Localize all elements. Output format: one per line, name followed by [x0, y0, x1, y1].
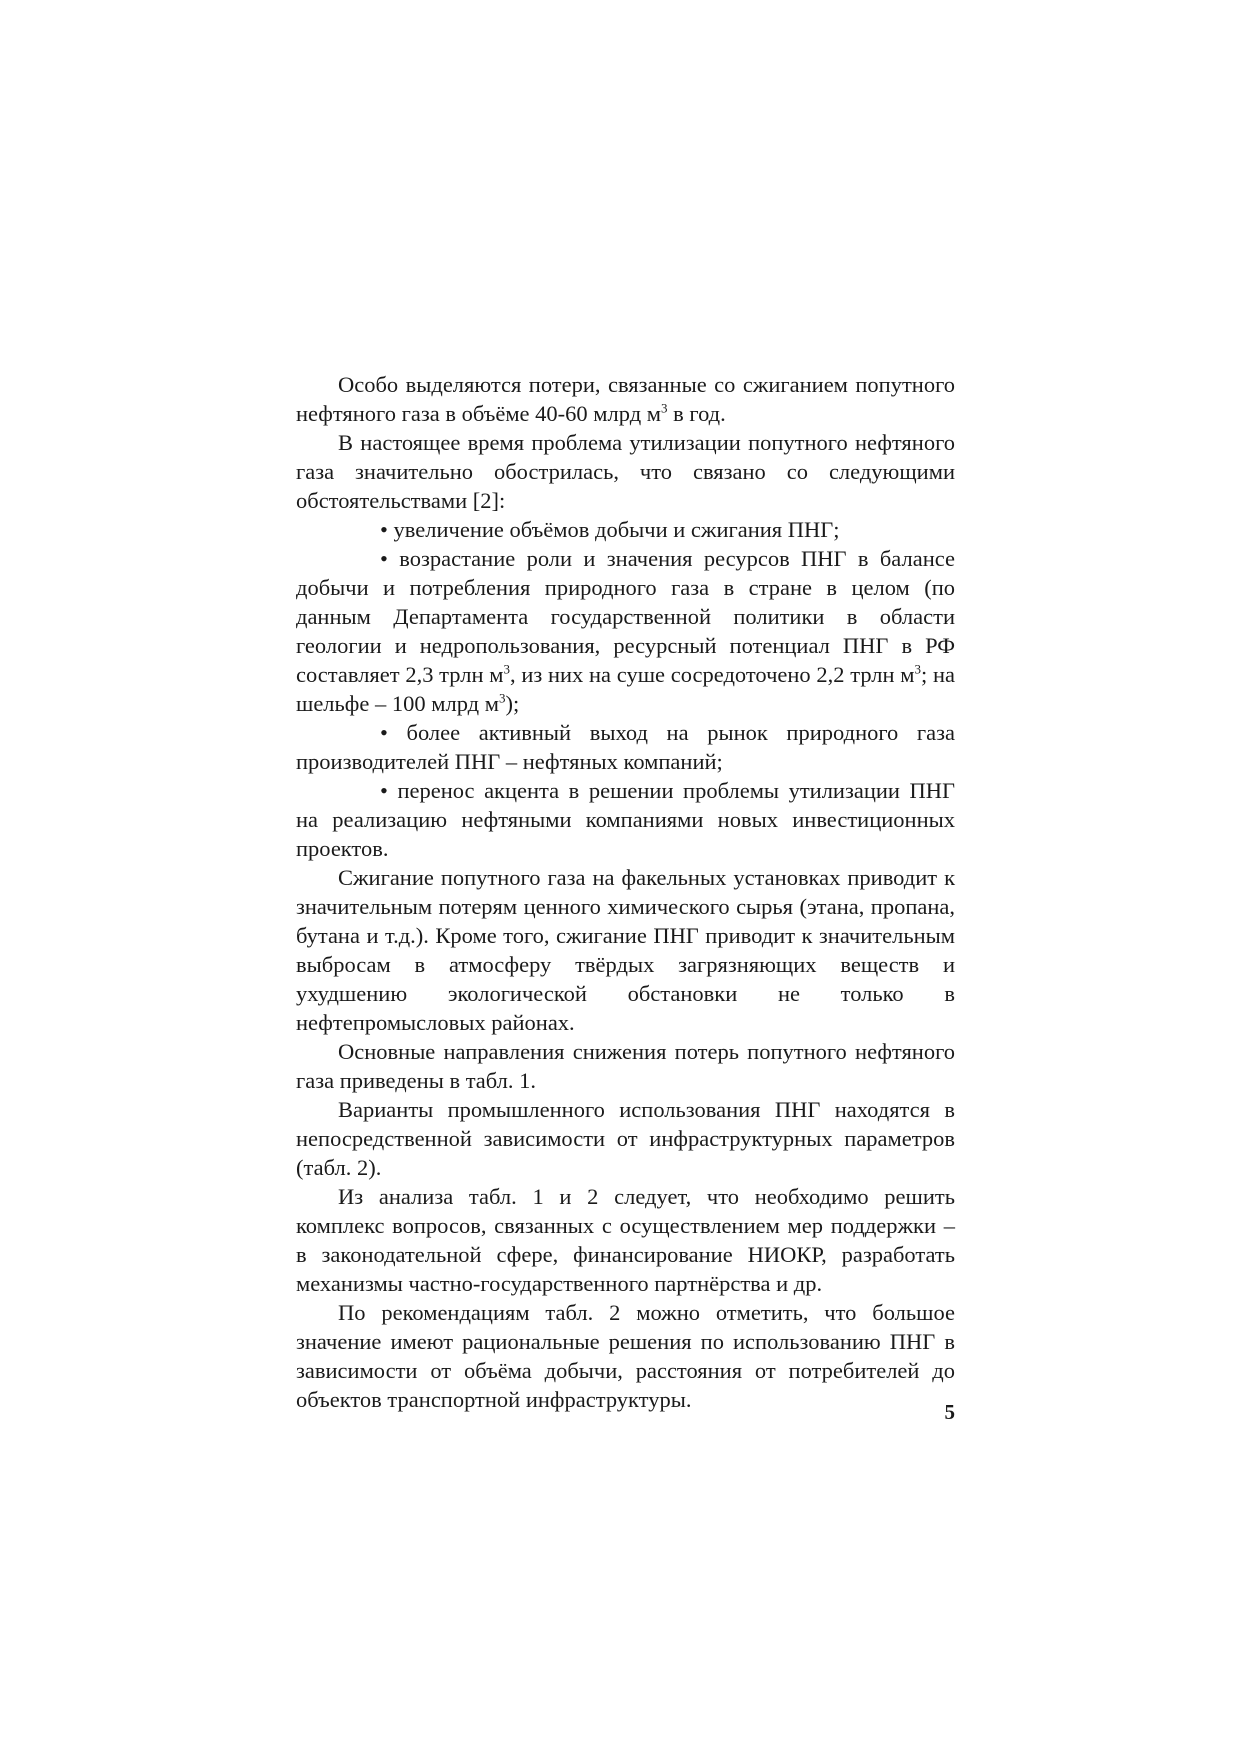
superscript: 3	[503, 661, 510, 677]
superscript: 3	[661, 400, 668, 416]
page-number: 5	[944, 1400, 955, 1424]
text-run: , из них на суше сосредоточено 2,2 трлн м	[509, 662, 915, 687]
bullet-item	[296, 544, 955, 718]
text-run: Сжигание попутного газа на факельных установках приводит к значительным потерям ценного химического сырья (этана, пропана, бутана и т.д.). Кроме того, сжигание ПНГ приводит к значительным выбросам в атмосферу твёрдых загрязняющих веществ и ухудшению экологической обстановки не только в нефтепромысловых районах.	[296, 865, 955, 1035]
bullet-marker: •	[380, 720, 388, 745]
text-run: Особо выделяются потери, связанные со сжиганием попутного нефтяного газа в объёме 40-60 млрд м	[296, 372, 955, 426]
paragraph	[296, 1095, 955, 1182]
superscript: 3	[498, 690, 506, 706]
body-text	[296, 370, 955, 1414]
bullet-item	[296, 718, 955, 776]
superscript: 3	[914, 661, 922, 677]
text-run: ; на шельфе – 100 млрд м	[296, 662, 956, 716]
paragraph	[296, 1182, 955, 1298]
paragraph	[296, 1298, 955, 1414]
paragraph	[296, 428, 955, 515]
bullet-marker: •	[380, 778, 388, 803]
text-run: );	[505, 691, 520, 716]
paragraph	[296, 863, 955, 1037]
text-run: Из анализа табл. 1 и 2 следует, что необходимо решить комплекс вопросов, связанных с осуществлением мер поддержки – в законодательной сфере, финансирование НИОКР, разработать механизмы частно-государственного партнёрства и др.	[296, 1184, 955, 1296]
paragraph	[296, 370, 955, 428]
bullet-marker: •	[380, 517, 388, 542]
bullet-item	[296, 776, 955, 863]
text-run: Варианты промышленного использования ПНГ находятся в непосредственной зависимости от инфраструктурных параметров (табл. 2).	[296, 1097, 955, 1180]
paragraph	[296, 1037, 955, 1095]
text-run: возрастание роли и значения ресурсов ПНГ в балансе добычи и потребления природного газа в стране в целом (по данным Департамента государственной политики в области геологии и недропользования, ресурсный потенциал ПНГ в РФ составляет 2,3 трлн м	[296, 546, 955, 687]
text-run: перенос акцента в решении проблемы утилизации ПНГ на реализацию нефтяными компаниями новых инвестиционных проектов.	[296, 778, 956, 861]
bullet-marker: •	[380, 546, 388, 571]
bullet-item	[296, 515, 955, 544]
text-run: более активный выход на рынок природного газа производителей ПНГ – нефтяных компаний;	[296, 720, 955, 774]
text-run: в год.	[667, 401, 726, 426]
text-run: По рекомендациям табл. 2 можно отметить, что большое значение имеют рациональные решения по использованию ПНГ в зависимости от объёма добычи, расстояния от потребителей до объектов транспортной инфраструктуры.	[296, 1300, 955, 1412]
text-run: Основные направления снижения потерь попутного нефтяного газа приведены в табл. 1.	[296, 1039, 955, 1093]
text-run: увеличение объёмов добычи и сжигания ПНГ;	[393, 517, 840, 542]
text-run: В настоящее время проблема утилизации попутного нефтяного газа значительно обострилась, что связано со следующими обстоятельствами [2]:	[296, 430, 955, 513]
